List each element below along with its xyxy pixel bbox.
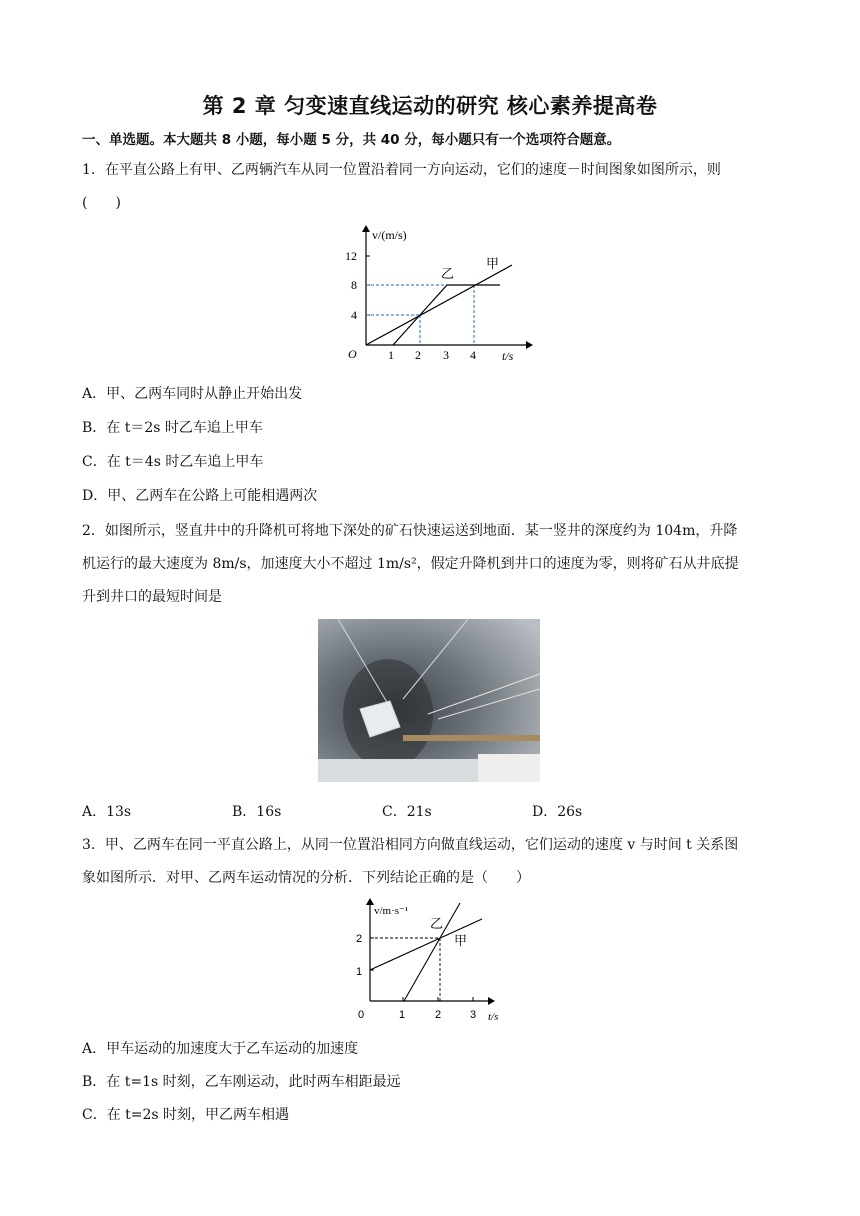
- q3-stem-line2: 象如图所示．对甲、乙两车运动情况的分析．下列结论正确的是（ ）: [82, 870, 530, 886]
- q1-origin: O: [348, 347, 357, 361]
- q2-option-d: D．26s: [532, 804, 583, 820]
- q3-xlabel: t/s: [488, 1011, 499, 1023]
- q3-stem-line1: 3．甲、乙两车在同一平直公路上，从同一位置沿相同方向做直线运动，它们运动的速度 v 与时间 t 关系图: [82, 837, 739, 853]
- q1-ylabel: v/(m/s): [372, 228, 407, 242]
- q2-stem-line1: 2．如图所示，竖直井中的升降机可将地下深处的矿石快速运送到地面．某一竖井的深度约为 104m，升降: [82, 523, 738, 539]
- q3-origin: 0: [358, 1009, 365, 1021]
- q3-label-yi: 乙: [430, 917, 444, 932]
- q1-line-jia: [366, 265, 512, 345]
- section-header: 一、单选题。本大题共 8 小题，每小题 5 分，共 40 分，每小题只有一个选项符合题意。: [82, 132, 621, 148]
- q1-xtick-2: 2: [415, 348, 421, 362]
- q2-option-c: C．21s: [382, 804, 432, 820]
- q1-option-c: C．在 t＝4s 时乙车追上甲车: [82, 454, 264, 470]
- q1-ytick-12: 12: [345, 249, 357, 263]
- q1-option-a: A．甲、乙两车同时从静止开始出发: [82, 386, 303, 402]
- q3-xtick-1: 1: [399, 1009, 406, 1021]
- q1-vt-graph: [336, 222, 536, 364]
- q3-xtick-3: 3: [470, 1009, 477, 1021]
- q3-vt-graph: [348, 897, 508, 1025]
- q3-ylabel: v/m·s⁻¹: [374, 905, 409, 917]
- q3-label-jia: 甲: [454, 934, 468, 949]
- q1-xlabel: t/s: [502, 349, 514, 363]
- q1-label-yi: 乙: [441, 267, 455, 282]
- q2-stem-line3: 升到井口的最短时间是: [82, 589, 222, 605]
- q1-label-jia: 甲: [486, 257, 500, 272]
- q1-option-d: D．甲、乙两车在公路上可能相遇两次: [82, 488, 318, 504]
- q3-option-a: A．甲车运动的加速度大于乙车运动的加速度: [82, 1041, 359, 1057]
- q1-stem-line2: ( ): [82, 195, 121, 211]
- q3-ytick-1: 1: [356, 966, 363, 978]
- q3-xtick-2: 2: [435, 1009, 442, 1021]
- q1-line-yi: [393, 285, 500, 345]
- q1-ytick-8: 8: [351, 278, 357, 292]
- q1-xtick-4: 4: [470, 348, 476, 362]
- q1-option-b: B．在 t＝2s 时乙车追上甲车: [82, 420, 263, 436]
- q3-ytick-2: 2: [356, 933, 363, 945]
- q1-ytick-4: 4: [351, 308, 357, 322]
- q1-stem-line1: 1．在平直公路上有甲、乙两辆汽车从同一位置沿着同一方向运动，它们的速度－时间图象如图所示，则: [82, 162, 721, 178]
- q2-option-b: B．16s: [232, 804, 282, 820]
- q1-xtick-1: 1: [388, 348, 394, 362]
- q2-stem-line2: 机运行的最大速度为 8m/s，加速度大小不超过 1m/s²，假定升降机到井口的速度为零，则将矿石从井底提: [82, 556, 739, 572]
- page-title: 第 2 章 匀变速直线运动的研究 核心素养提高卷: [202, 94, 658, 118]
- q3-option-c: C．在 t=2s 时刻，甲乙两车相遇: [82, 1107, 290, 1123]
- q2-option-a: A．13s: [82, 804, 132, 820]
- mine-shaft-photo: [318, 619, 540, 782]
- q1-xtick-3: 3: [443, 348, 449, 362]
- q3-option-b: B．在 t=1s 时刻，乙车刚运动，此时两车相距最远: [82, 1074, 401, 1090]
